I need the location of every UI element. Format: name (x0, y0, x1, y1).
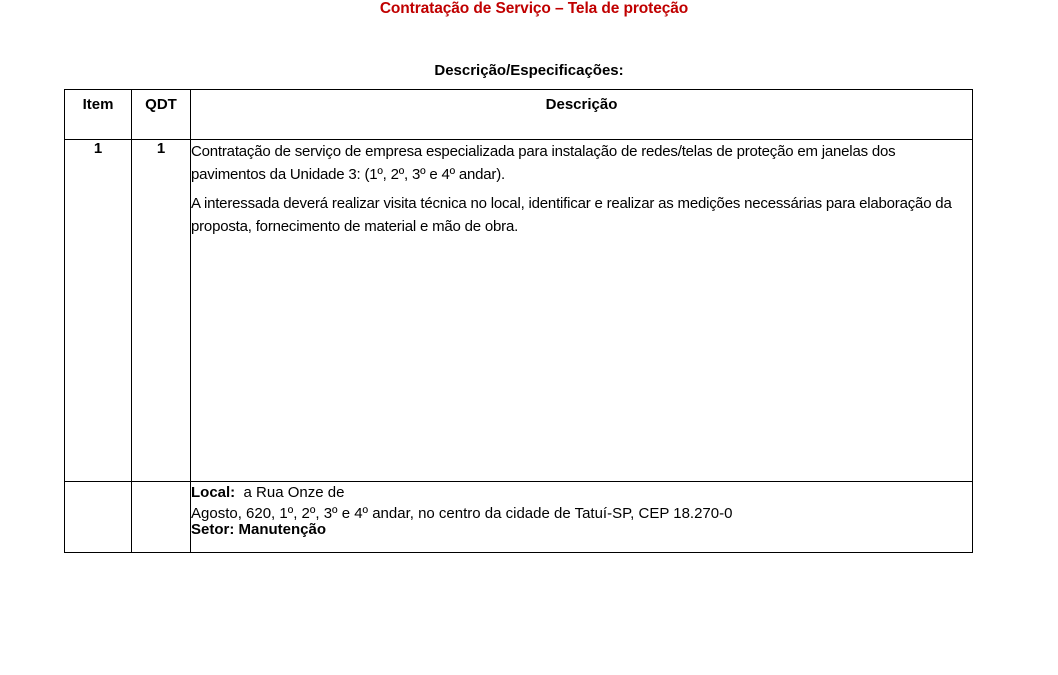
table-header-row (65, 90, 973, 140)
document-title: Contratação de Serviço – Tela de proteção (379, 0, 689, 17)
empty-cell (132, 482, 191, 553)
section-heading: Descrição/Especificações: (434, 62, 624, 79)
item-number: 1 (65, 140, 132, 482)
empty-cell (65, 482, 132, 553)
local-row (65, 482, 973, 553)
header-descricao: Descrição (191, 90, 973, 140)
header-item: Item (65, 90, 132, 140)
local-address-line2: Agosto, 620, 1º, 2º, 3º e 4º andar, no centro da cidade de Tatuí-SP, CEP 18.270-0 (191, 505, 733, 522)
header-qdt: QDT (132, 90, 191, 140)
specification-table (64, 89, 973, 553)
local-address-line1: a Rua Onze de (243, 484, 345, 501)
description-paragraph: A interessada deverá realizar visita técnica no local, identificar e realizar as medições necessárias para elaboração da proposta, fornecimento de material e mão de obra. (191, 195, 952, 235)
description-paragraph: Contratação de serviço de empresa especializada para instalação de redes/telas de proteção em janelas dos pavimentos da Unidade 3: (1º, 2º, 3º e 4º andar). (191, 143, 896, 183)
table-row (65, 140, 973, 482)
local-label: Local: (191, 484, 236, 501)
item-quantity: 1 (132, 140, 191, 482)
item-description (191, 140, 973, 482)
local-cell (191, 482, 973, 553)
setor-label: Setor: Manutenção (191, 521, 327, 538)
